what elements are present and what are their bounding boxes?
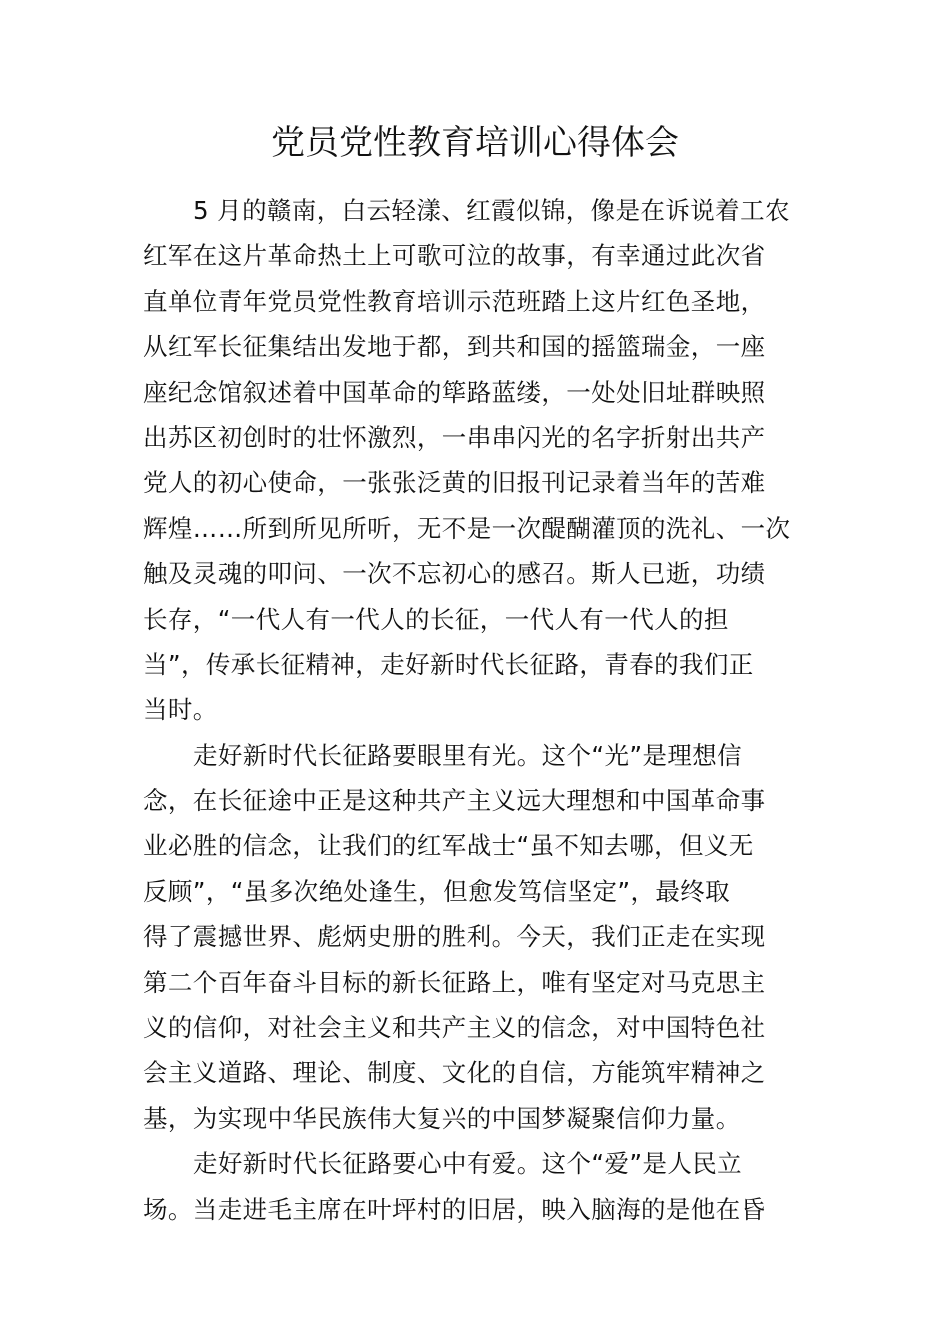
- paragraph-2-line-1: 走好新时代长征路要眼里有光。这个“光”是理想信: [193, 740, 743, 770]
- paragraph-1-line-4: 从红军长征集结出发地于都，到共和国的摇篮瑞金，一座: [143, 332, 766, 362]
- paragraph-1-line-7: 党人的初心使命，一张张泛黄的旧报刊记录着当年的苦难: [143, 468, 766, 498]
- paragraph-2-line-8: 会主义道路、理论、制度、文化的自信，方能筑牢精神之: [143, 1058, 766, 1088]
- paragraph-1-line-10: 长存，“一代人有一代人的长征，一代人有一代人的担: [143, 604, 729, 634]
- paragraph-1-line-8: 辉煌……所到所见所听，无不是一次醍醐灌顶的洗礼、一次: [143, 513, 791, 543]
- paragraph-1-line-1: 5 月的赣南，白云轻漾、红霞似锦，像是在诉说着工农: [193, 196, 790, 225]
- paragraph-2-line-7: 义的信仰，对社会主义和共产主义的信念，对中国特色社: [143, 1013, 766, 1043]
- paragraph-2-line-5: 得了震撼世界、彪炳史册的胜利。今天，我们正走在实现: [143, 922, 766, 952]
- paragraph-1-line-6: 出苏区初创时的壮怀激烈，一串串闪光的名字折射出共产: [143, 422, 766, 452]
- paragraph-1-line-3: 直单位青年党员党性教育培训示范班踏上这片红色圣地，: [143, 286, 766, 316]
- paragraph-1-line-12: 当时。: [143, 695, 218, 725]
- paragraph-3-line-1: 走好新时代长征路要心中有爱。这个“爱”是人民立: [193, 1149, 743, 1179]
- paragraph-2-line-2: 念，在长征途中正是这种共产主义远大理想和中国革命事: [143, 786, 766, 816]
- paragraph-1-line-2: 红军在这片革命热土上可歌可泣的故事，有幸通过此次省: [143, 241, 766, 271]
- paragraph-2-line-6: 第二个百年奋斗目标的新长征路上，唯有坚定对马克思主: [143, 967, 766, 997]
- paragraph-2-line-3: 业必胜的信念，让我们的红军战士“虽不知去哪，但义无: [143, 831, 754, 861]
- paragraph-1-line-5: 座纪念馆叙述着中国革命的筚路蓝缕，一处处旧址群映照: [143, 377, 766, 407]
- paragraph-2-line-9: 基，为实现中华民族伟大复兴的中国梦凝聚信仰力量。: [143, 1103, 741, 1133]
- paragraph-1-line-11: 当”，传承长征精神，走好新时代长征路，青春的我们正: [143, 649, 754, 679]
- paragraph-1-line-9: 触及灵魂的叩问、一次不忘初心的感召。斯人已逝，功绩: [143, 559, 766, 589]
- document-title: 党员党性教育培训心得体会: [271, 123, 679, 163]
- document-body: [143, 188, 813, 1232]
- paragraph-2-line-4: 反顾”，“虽多次绝处逢生，但愈发笃信坚定”，最终取: [143, 876, 731, 906]
- paragraph-3-line-2: 场。当走进毛主席在叶坪村的旧居，映入脑海的是他在昏: [143, 1194, 766, 1224]
